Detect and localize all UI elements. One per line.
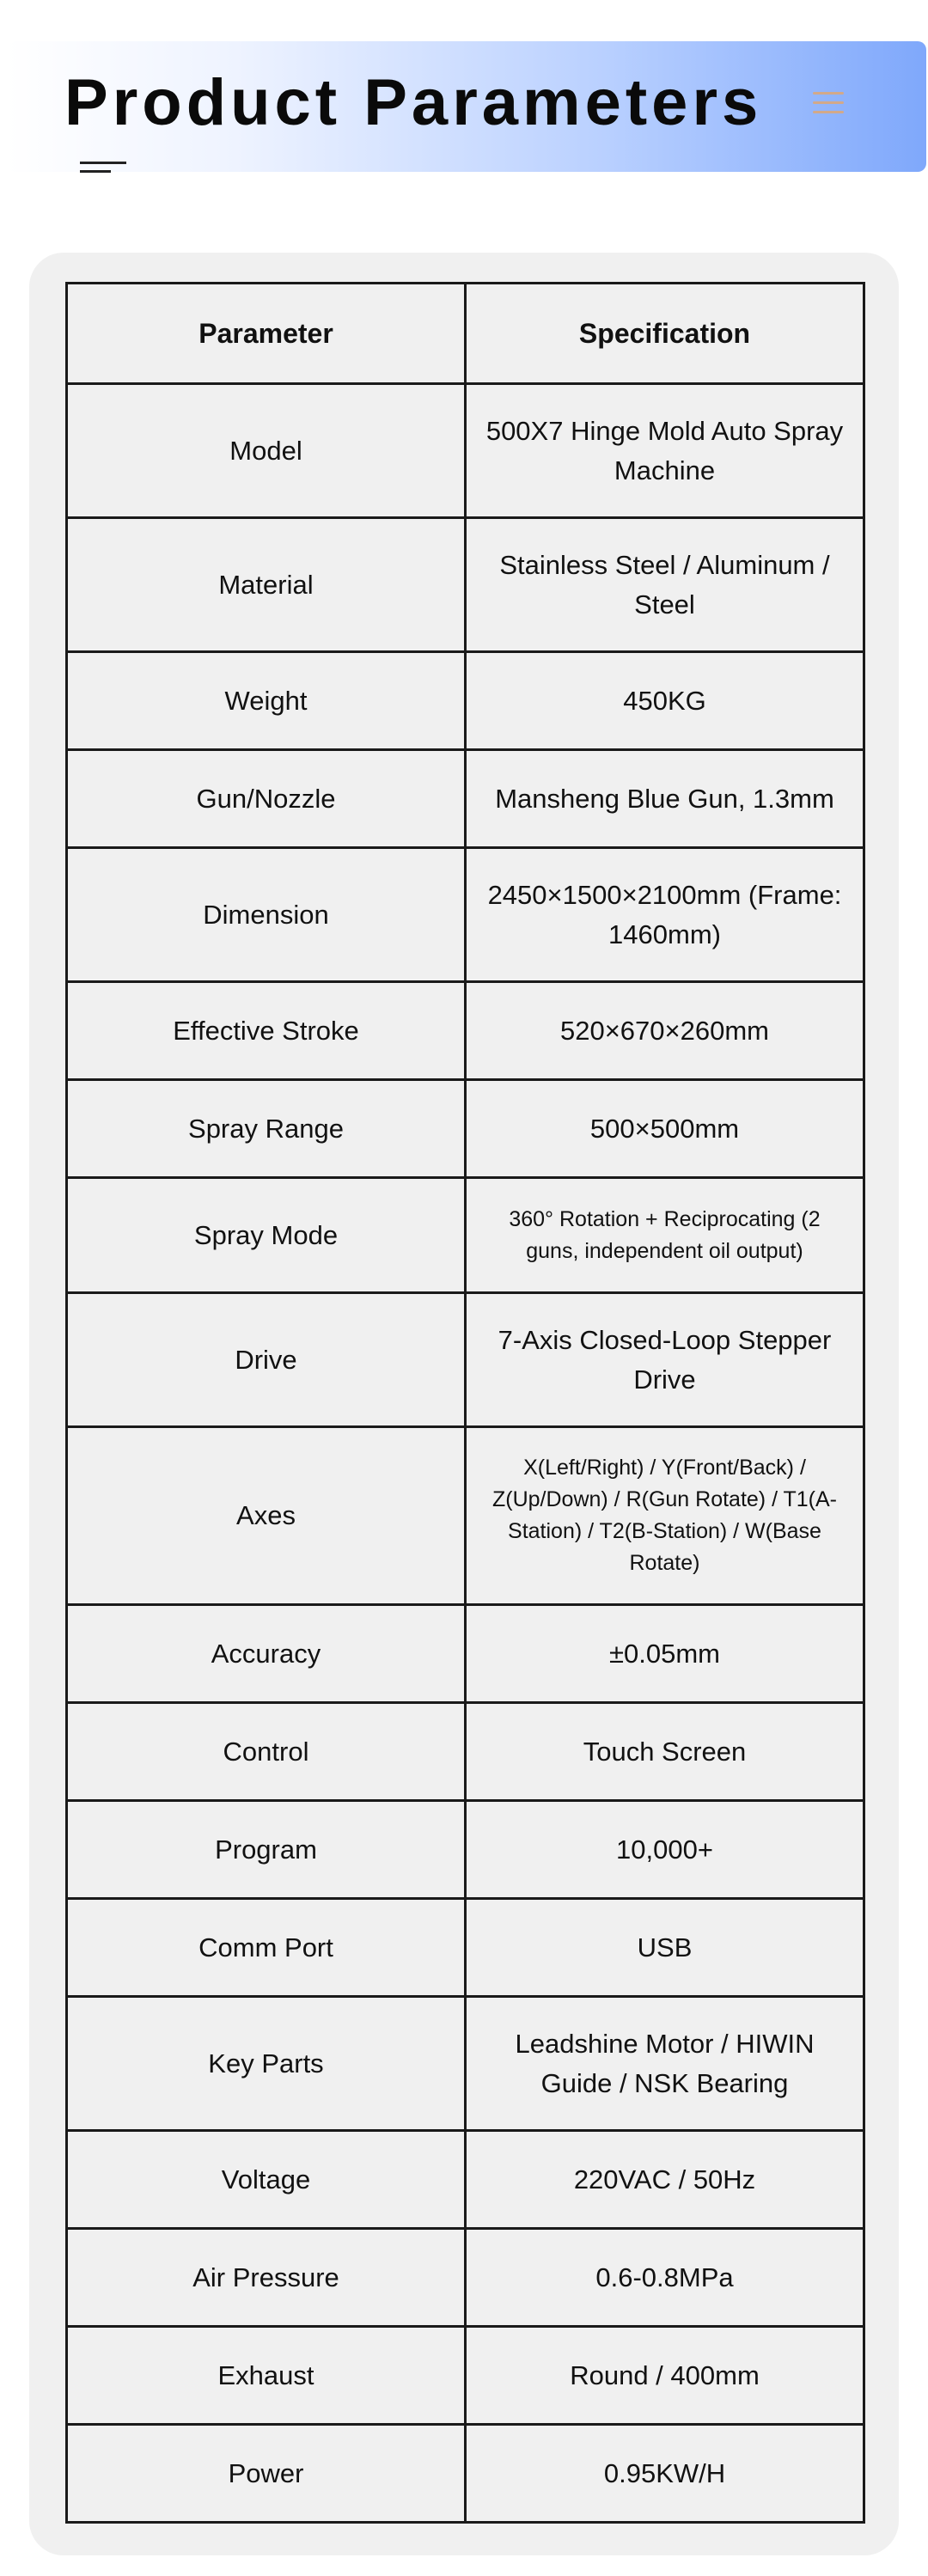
table-row <box>67 518 864 652</box>
specification-cell: 0.95KW/H <box>466 2425 864 2523</box>
table-row <box>67 1997 864 2131</box>
parameters-table <box>65 282 865 2524</box>
parameter-cell: Drive <box>67 1293 466 1427</box>
specification-cell: 10,000+ <box>466 1801 864 1899</box>
table-row <box>67 1899 864 1997</box>
parameter-cell: Spray Range <box>67 1080 466 1178</box>
table-row <box>67 2425 864 2523</box>
specification-cell: 360° Rotation + Reciprocating (2 guns, independent oil output) <box>466 1178 864 1293</box>
specification-cell: 500X7 Hinge Mold Auto Spray Machine <box>466 384 864 518</box>
specification-cell: 220VAC / 50Hz <box>466 2131 864 2229</box>
parameter-cell: Voltage <box>67 2131 466 2229</box>
table-row <box>67 1178 864 1293</box>
specification-cell: 520×670×260mm <box>466 982 864 1080</box>
table-row <box>67 652 864 750</box>
parameter-cell: Material <box>67 518 466 652</box>
table-row <box>67 1801 864 1899</box>
parameter-cell: Exhaust <box>67 2327 466 2425</box>
parameter-cell: Model <box>67 384 466 518</box>
table-row <box>67 2131 864 2229</box>
parameter-cell: Comm Port <box>67 1899 466 1997</box>
specification-cell: 450KG <box>466 652 864 750</box>
specification-cell: ±0.05mm <box>466 1605 864 1703</box>
specification-cell: 500×500mm <box>466 1080 864 1178</box>
parameter-cell: Axes <box>67 1427 466 1605</box>
table-row <box>67 1703 864 1801</box>
column-header-specification: Specification <box>466 284 864 384</box>
parameter-cell: Air Pressure <box>67 2229 466 2327</box>
table-row <box>67 2327 864 2425</box>
specification-cell: Leadshine Motor / HIWIN Guide / NSK Bearing <box>466 1997 864 2131</box>
specification-cell: Stainless Steel / Aluminum / Steel <box>466 518 864 652</box>
parameter-cell: Gun/Nozzle <box>67 750 466 848</box>
parameter-cell: Key Parts <box>67 1997 466 2131</box>
parameter-cell: Control <box>67 1703 466 1801</box>
table-row <box>67 1605 864 1703</box>
specification-cell: 0.6-0.8MPa <box>466 2229 864 2327</box>
specification-cell: 2450×1500×2100mm (Frame: 1460mm) <box>466 848 864 982</box>
specification-cell: USB <box>466 1899 864 1997</box>
table-row <box>67 1080 864 1178</box>
table-row <box>67 848 864 982</box>
column-header-parameter: Parameter <box>67 284 466 384</box>
specification-cell: Mansheng Blue Gun, 1.3mm <box>466 750 864 848</box>
parameter-cell: Accuracy <box>67 1605 466 1703</box>
parameter-cell: Weight <box>67 652 466 750</box>
specification-cell: 7-Axis Closed-Loop Stepper Drive <box>466 1293 864 1427</box>
table-row <box>67 982 864 1080</box>
table-body <box>67 384 864 2523</box>
table-row <box>67 2229 864 2327</box>
specification-cell: X(Left/Right) / Y(Front/Back) / Z(Up/Down) / R(Gun Rotate) / T1(A-Station) / T2(B-Station) / W(Base Rotate) <box>466 1427 864 1605</box>
specification-cell: Round / 400mm <box>466 2327 864 2425</box>
table-row <box>67 1293 864 1427</box>
parameter-cell: Program <box>67 1801 466 1899</box>
parameter-cell: Spray Mode <box>67 1178 466 1293</box>
specification-cell: Touch Screen <box>466 1703 864 1801</box>
table-row <box>67 1427 864 1605</box>
hamburger-menu-icon[interactable] <box>813 90 844 116</box>
table-header-row <box>67 284 864 384</box>
table-row <box>67 384 864 518</box>
title-underline-icon <box>80 162 126 174</box>
table-row <box>67 750 864 848</box>
parameter-cell: Dimension <box>67 848 466 982</box>
parameter-cell: Power <box>67 2425 466 2523</box>
page-title: Product Parameters <box>64 66 763 139</box>
parameter-cell: Effective Stroke <box>67 982 466 1080</box>
